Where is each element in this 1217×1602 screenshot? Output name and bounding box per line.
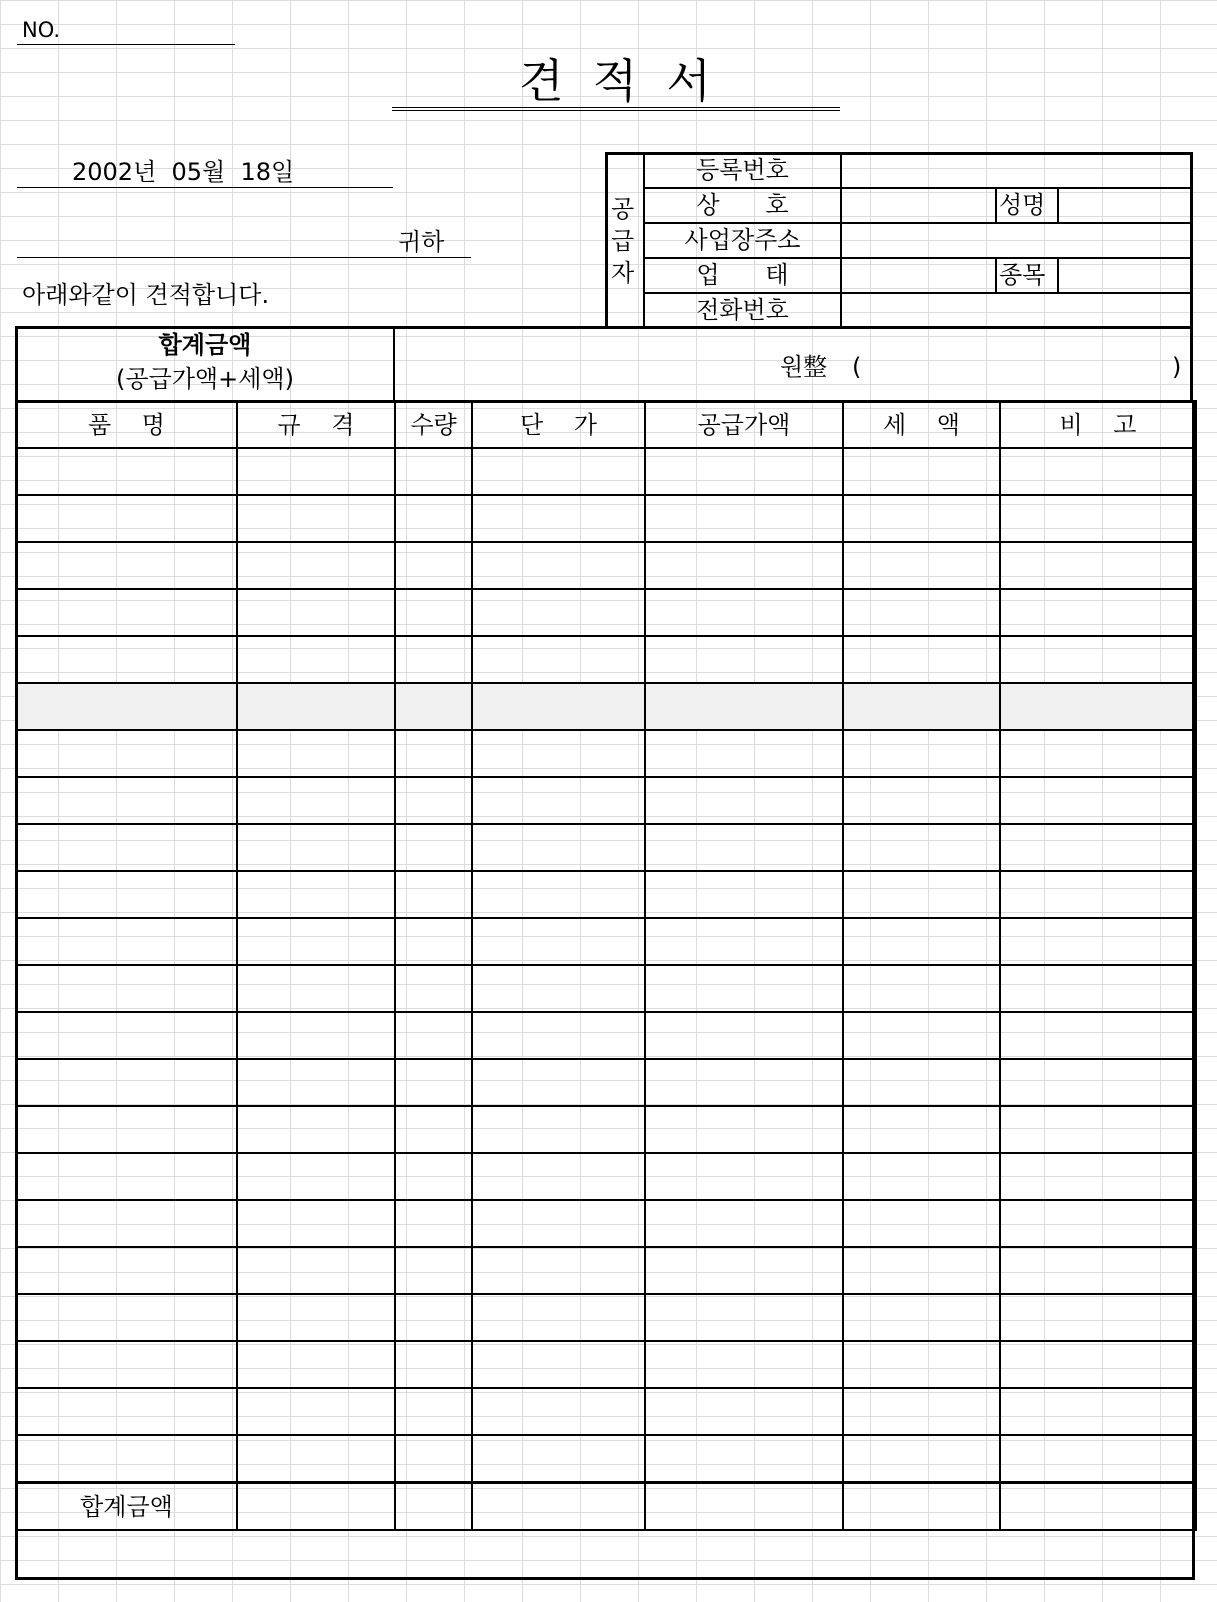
footer-cell-tax[interactable] (843, 1483, 1000, 1531)
table-row (16, 871, 1196, 918)
table-row (16, 1200, 1196, 1247)
cell-supply-amount[interactable] (645, 636, 843, 683)
business-type-field[interactable] (843, 260, 993, 291)
address-field[interactable] (843, 225, 1190, 256)
cell-qty[interactable] (395, 824, 472, 871)
recipient-underline (17, 257, 471, 258)
business-type-label: 업 태 (696, 261, 789, 289)
cell-remarks[interactable] (1000, 1435, 1196, 1483)
cell-unit-price[interactable] (472, 636, 645, 683)
column-header-tax: 세 액 (843, 401, 1000, 448)
cell-unit-price[interactable] (472, 1435, 645, 1483)
cell-tax[interactable] (843, 1435, 1000, 1483)
cell-remarks[interactable] (1000, 777, 1196, 824)
cell-qty[interactable] (395, 1059, 472, 1106)
cell-supply-amount[interactable] (645, 683, 843, 730)
cell-qty[interactable] (395, 1106, 472, 1153)
cell-remarks[interactable] (1000, 824, 1196, 871)
cell-qty[interactable] (395, 683, 472, 730)
cell-spec[interactable] (237, 730, 395, 777)
cell-item[interactable] (16, 777, 237, 824)
cell-tax[interactable] (843, 777, 1000, 824)
cell-supply-amount[interactable] (645, 730, 843, 777)
document-title: 견 적 서 (519, 54, 711, 108)
cell-tax[interactable] (843, 871, 1000, 918)
cell-qty[interactable] (395, 636, 472, 683)
representative-name-field[interactable] (1060, 190, 1190, 221)
cell-remarks[interactable] (1000, 1294, 1196, 1341)
cell-qty[interactable] (395, 1153, 472, 1200)
cell-item[interactable] (16, 824, 237, 871)
cell-remarks[interactable] (1000, 1012, 1196, 1059)
table-header-row (16, 401, 1196, 448)
table-footer-row (16, 1483, 1196, 1531)
cell-unit-price[interactable] (472, 1341, 645, 1388)
cell-spec[interactable] (237, 683, 395, 730)
company-name-label: 상 호 (696, 191, 789, 219)
cell-item[interactable] (16, 965, 237, 1012)
cell-spec[interactable] (237, 1388, 395, 1435)
paren-open: ( (852, 353, 862, 381)
cell-tax[interactable] (843, 1341, 1000, 1388)
title-underline-1 (392, 107, 840, 108)
cell-remarks[interactable] (1000, 1247, 1196, 1294)
table-row (16, 1059, 1196, 1106)
cell-remarks[interactable] (1000, 495, 1196, 542)
cell-item[interactable] (16, 918, 237, 965)
cell-item[interactable] (16, 1247, 237, 1294)
cell-qty[interactable] (395, 965, 472, 1012)
recipient-name-field[interactable] (17, 190, 393, 254)
total-label-divider (393, 326, 395, 402)
footer-cell-remarks[interactable] (1000, 1483, 1196, 1531)
cell-supply-amount[interactable] (645, 1012, 843, 1059)
cell-tax[interactable] (843, 1012, 1000, 1059)
cell-supply-amount[interactable] (645, 1341, 843, 1388)
registration-no-label: 등록번호 (696, 156, 789, 184)
cell-tax[interactable] (843, 636, 1000, 683)
cell-supply-amount[interactable] (645, 1435, 843, 1483)
cell-qty[interactable] (395, 448, 472, 495)
supplier-row-line-4 (643, 292, 1193, 294)
cell-unit-price[interactable] (472, 448, 645, 495)
column-header-spec: 규 격 (237, 401, 395, 448)
total-amount-field[interactable] (868, 340, 1168, 390)
cell-supply-amount[interactable] (645, 1059, 843, 1106)
cell-spec[interactable] (237, 965, 395, 1012)
cell-supply-amount[interactable] (645, 1247, 843, 1294)
cell-remarks[interactable] (1000, 871, 1196, 918)
supplier-row-line-1 (643, 187, 1193, 189)
cell-spec[interactable] (237, 1247, 395, 1294)
phone-field[interactable] (843, 295, 1190, 325)
cell-unit-price[interactable] (472, 965, 645, 1012)
cell-spec[interactable] (237, 1153, 395, 1200)
column-header-remarks: 비 고 (1000, 401, 1196, 448)
cell-supply-amount[interactable] (645, 589, 843, 636)
cell-supply-amount[interactable] (645, 448, 843, 495)
table-row (16, 1341, 1196, 1388)
cell-spec[interactable] (237, 495, 395, 542)
table-row (16, 730, 1196, 777)
cell-tax[interactable] (843, 730, 1000, 777)
cell-qty[interactable] (395, 495, 472, 542)
column-header-unit-price: 단 가 (472, 401, 645, 448)
cell-remarks[interactable] (1000, 918, 1196, 965)
cell-remarks[interactable] (1000, 683, 1196, 730)
cell-spec[interactable] (237, 1435, 395, 1483)
cell-remarks[interactable] (1000, 1200, 1196, 1247)
cell-remarks[interactable] (1000, 636, 1196, 683)
table-row (16, 495, 1196, 542)
cell-tax[interactable] (843, 1106, 1000, 1153)
cell-spec[interactable] (237, 1294, 395, 1341)
cell-remarks[interactable] (1000, 1059, 1196, 1106)
cell-remarks[interactable] (1000, 542, 1196, 589)
cell-item[interactable] (16, 1106, 237, 1153)
cell-item[interactable] (16, 730, 237, 777)
cell-item[interactable] (16, 683, 237, 730)
cell-supply-amount[interactable] (645, 542, 843, 589)
cell-tax[interactable] (843, 1388, 1000, 1435)
cell-qty[interactable] (395, 1200, 472, 1247)
cell-tax[interactable] (843, 1294, 1000, 1341)
cell-tax[interactable] (843, 1153, 1000, 1200)
cell-tax[interactable] (843, 495, 1000, 542)
cell-supply-amount[interactable] (645, 918, 843, 965)
cell-remarks[interactable] (1000, 1106, 1196, 1153)
cell-supply-amount[interactable] (645, 965, 843, 1012)
quote-statement: 아래와같이 견적합니다. (22, 281, 270, 309)
cell-qty[interactable] (395, 1388, 472, 1435)
cell-item[interactable] (16, 542, 237, 589)
cell-supply-amount[interactable] (645, 1200, 843, 1247)
cell-supply-amount[interactable] (645, 1106, 843, 1153)
cell-spec[interactable] (237, 1059, 395, 1106)
table-row (16, 824, 1196, 871)
supplier-side-label-3: 자 (611, 259, 635, 287)
cell-spec[interactable] (237, 1106, 395, 1153)
cell-tax[interactable] (843, 918, 1000, 965)
total-amount-sublabel: (공급가액+세액) (116, 365, 294, 393)
table-row (16, 918, 1196, 965)
cell-qty[interactable] (395, 777, 472, 824)
cell-spec[interactable] (237, 1341, 395, 1388)
table-row (16, 683, 1196, 730)
column-header-item: 품 명 (16, 401, 237, 448)
item-label: 종목 (999, 261, 1046, 289)
table-row (16, 777, 1196, 824)
company-name-field[interactable] (843, 190, 993, 221)
cell-item[interactable] (16, 448, 237, 495)
cell-tax[interactable] (843, 448, 1000, 495)
cell-unit-price[interactable] (472, 1153, 645, 1200)
cell-unit-price[interactable] (472, 1059, 645, 1106)
no-underline (17, 44, 235, 45)
supplier-side-label-2: 급 (611, 227, 635, 255)
cell-spec[interactable] (237, 824, 395, 871)
no-label: NO. (22, 18, 61, 42)
cell-remarks[interactable] (1000, 1388, 1196, 1435)
name-label: 성명 (999, 191, 1046, 219)
cell-spec[interactable] (237, 589, 395, 636)
table-row (16, 636, 1196, 683)
items-table (15, 400, 1197, 1531)
cell-tax[interactable] (843, 965, 1000, 1012)
table-row (16, 1106, 1196, 1153)
cell-qty[interactable] (395, 589, 472, 636)
item-label-right (1057, 257, 1059, 292)
cell-item[interactable] (16, 1388, 237, 1435)
cell-unit-price[interactable] (472, 1247, 645, 1294)
footer-cell-spec[interactable] (237, 1483, 395, 1531)
cell-item[interactable] (16, 495, 237, 542)
cell-item[interactable] (16, 589, 237, 636)
cell-qty[interactable] (395, 1012, 472, 1059)
table-row (16, 965, 1196, 1012)
cell-spec[interactable] (237, 871, 395, 918)
cell-tax[interactable] (843, 542, 1000, 589)
cell-remarks[interactable] (1000, 1153, 1196, 1200)
footer-cell-qty[interactable] (395, 1483, 472, 1531)
cell-item[interactable] (16, 871, 237, 918)
supplier-row-line-3 (643, 257, 1193, 259)
cell-unit-price[interactable] (472, 730, 645, 777)
cell-unit-price[interactable] (472, 824, 645, 871)
cell-qty[interactable] (395, 1247, 472, 1294)
cell-unit-price[interactable] (472, 495, 645, 542)
cell-qty[interactable] (395, 1341, 472, 1388)
cell-remarks[interactable] (1000, 965, 1196, 1012)
cell-qty[interactable] (395, 1435, 472, 1483)
cell-qty[interactable] (395, 542, 472, 589)
cell-qty[interactable] (395, 1294, 472, 1341)
cell-spec[interactable] (237, 777, 395, 824)
table-row (16, 542, 1196, 589)
cell-item[interactable] (16, 1012, 237, 1059)
registration-no-field[interactable] (843, 155, 1190, 186)
cell-remarks[interactable] (1000, 448, 1196, 495)
cell-supply-amount[interactable] (645, 777, 843, 824)
cell-unit-price[interactable] (472, 683, 645, 730)
table-row (16, 1247, 1196, 1294)
cell-supply-amount[interactable] (645, 495, 843, 542)
cell-remarks[interactable] (1000, 730, 1196, 777)
cell-qty[interactable] (395, 871, 472, 918)
cell-unit-price[interactable] (472, 1106, 645, 1153)
cell-tax[interactable] (843, 1247, 1000, 1294)
cell-item[interactable] (16, 1153, 237, 1200)
cell-unit-price[interactable] (472, 1388, 645, 1435)
date-underline (17, 187, 393, 188)
name-label-left (995, 187, 997, 222)
table-row (16, 1153, 1196, 1200)
cell-unit-price[interactable] (472, 777, 645, 824)
title-underline-2 (392, 110, 840, 111)
paren-close: ) (1172, 353, 1182, 381)
table-row (16, 1294, 1196, 1341)
phone-label: 전화번호 (696, 296, 789, 324)
name-label-right (1057, 187, 1059, 222)
cell-spec[interactable] (237, 542, 395, 589)
cell-qty[interactable] (395, 730, 472, 777)
cell-item[interactable] (16, 1294, 237, 1341)
cell-unit-price[interactable] (472, 1012, 645, 1059)
cell-unit-price[interactable] (472, 1294, 645, 1341)
column-header-qty: 수량 (395, 401, 472, 448)
table-row (16, 589, 1196, 636)
table-row (16, 1388, 1196, 1435)
cell-spec[interactable] (237, 636, 395, 683)
supplier-row-line-2 (643, 222, 1193, 224)
won-label: 원整 (780, 353, 828, 381)
cell-item[interactable] (16, 636, 237, 683)
cell-unit-price[interactable] (472, 1200, 645, 1247)
cell-spec[interactable] (237, 1012, 395, 1059)
cell-tax[interactable] (843, 589, 1000, 636)
cell-supply-amount[interactable] (645, 1153, 843, 1200)
cell-unit-price[interactable] (472, 918, 645, 965)
supplier-label-divider (840, 152, 842, 326)
cell-item[interactable] (16, 1200, 237, 1247)
cell-tax[interactable] (843, 1059, 1000, 1106)
cell-spec[interactable] (237, 918, 395, 965)
cell-tax[interactable] (843, 824, 1000, 871)
cell-spec[interactable] (237, 1200, 395, 1247)
cell-supply-amount[interactable] (645, 1388, 843, 1435)
address-label: 사업장주소 (684, 226, 801, 254)
cell-supply-amount[interactable] (645, 824, 843, 871)
footer-cell-supply-amount[interactable] (645, 1483, 843, 1531)
cell-unit-price[interactable] (472, 589, 645, 636)
cell-spec[interactable] (237, 448, 395, 495)
cell-supply-amount[interactable] (645, 1294, 843, 1341)
total-amount-label: 합계금액 (158, 331, 252, 359)
cell-tax[interactable] (843, 1200, 1000, 1247)
cell-item[interactable] (16, 1341, 237, 1388)
cell-item[interactable] (16, 1059, 237, 1106)
cell-tax[interactable] (843, 683, 1000, 730)
recipient-suffix: 귀하 (398, 228, 445, 256)
cell-qty[interactable] (395, 918, 472, 965)
cell-remarks[interactable] (1000, 1341, 1196, 1388)
supplier-side-label-1: 공 (611, 195, 635, 223)
cell-unit-price[interactable] (472, 871, 645, 918)
quote-date: 2002년 05월 18일 (72, 158, 295, 186)
footer-total-label: 합계금액 (16, 1483, 237, 1531)
cell-remarks[interactable] (1000, 589, 1196, 636)
column-header-supply-amount: 공급가액 (645, 401, 843, 448)
cell-unit-price[interactable] (472, 542, 645, 589)
footer-cell-unit-price[interactable] (472, 1483, 645, 1531)
business-item-field[interactable] (1060, 260, 1190, 291)
cell-supply-amount[interactable] (645, 871, 843, 918)
table-row (16, 448, 1196, 495)
table-row (16, 1435, 1196, 1483)
cell-item[interactable] (16, 1435, 237, 1483)
item-label-left (995, 257, 997, 292)
table-row (16, 1012, 1196, 1059)
